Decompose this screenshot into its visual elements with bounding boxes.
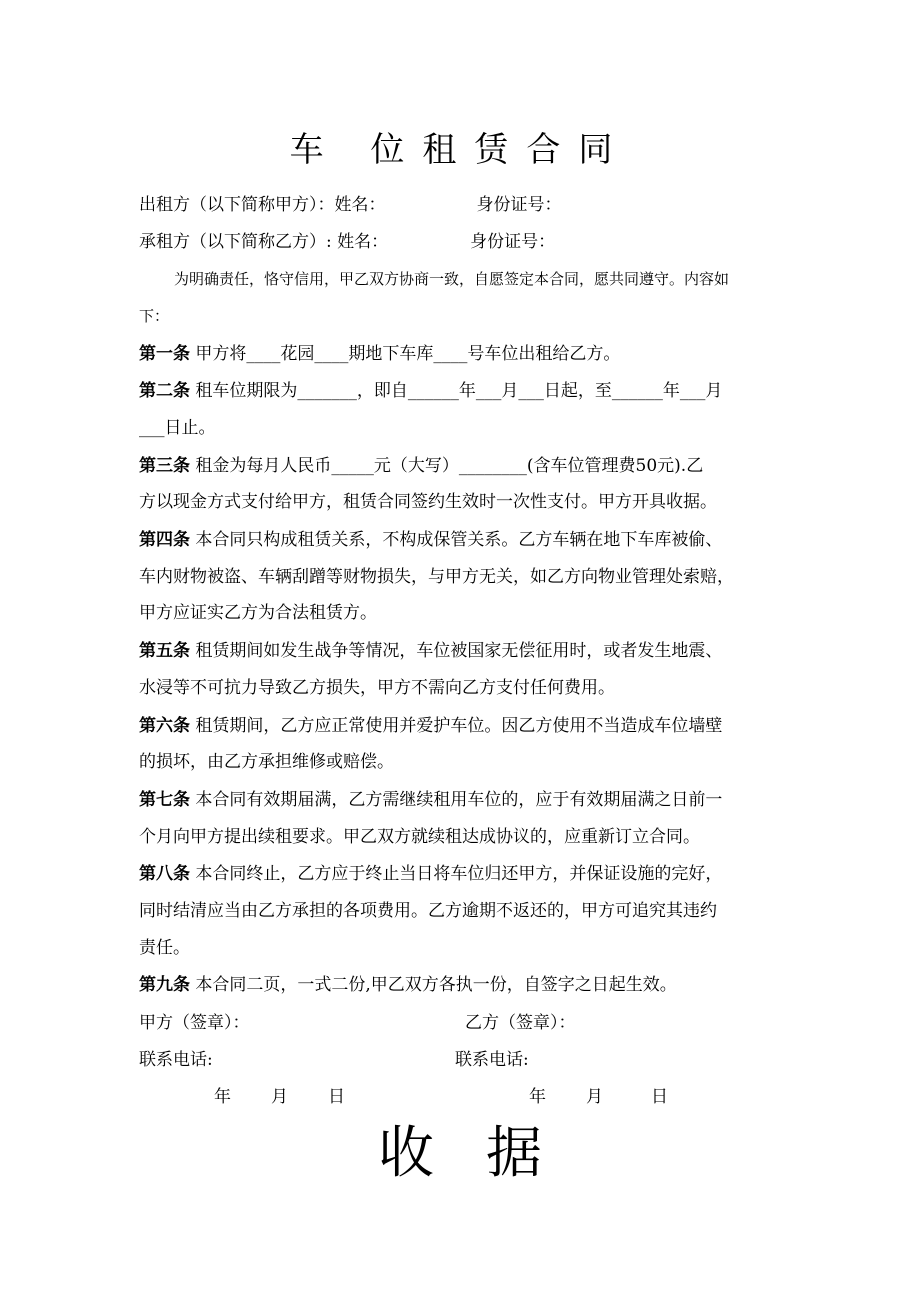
article-heading: 第五条 [139,641,190,661]
article-5-cont: 水浸等不可抗力导致乙方损失，甲方不需向乙方支付任何费用。 [139,678,615,698]
article-2-cont: ___日止。 [139,418,216,438]
article-8 [139,863,722,885]
article-6-cont: 的损坏，由乙方承担维修或赔偿。 [139,752,394,772]
article-text: 本合同只构成租赁关系，不构成保管关系。乙方车辆在地下车库被偷、 [195,530,723,550]
party-b-date [529,1086,668,1108]
party-b-phone-label: 联系电话: [455,1050,529,1070]
receipt-title [0,1116,920,1192]
article-3-cont: 方以现金方式支付给甲方，租赁合同签约生效时一次性支付。甲方开具收据。 [139,492,717,512]
article-text: 租赁期间，乙方应正常使用并爱护车位。因乙方使用不当造成车位墙壁 [195,716,723,736]
article-text: 租车位期限为_______，即自______年___月___日起，至______年___月 [195,381,723,401]
party-a-phone-label: 联系电话: [139,1050,213,1070]
lessor-label: 出租方（以下简称甲方）：姓名： [139,195,386,215]
article-7-cont: 个月向甲方提出续租要求。甲乙双方就续租达成协议的，应重新订立合同。 [139,827,700,847]
article-8-cont-2: 责任。 [139,938,190,958]
article-heading: 第九条 [139,975,190,995]
article-8-cont-1: 同时结清应当由乙方承担的各项费用。乙方逾期不返还的，甲方可追究其违约 [139,901,717,921]
lessor-id-label: 身份证号： [476,195,562,215]
party-b-signature-label: 乙方（签章）： [465,1013,576,1033]
date-year: 年 [529,1087,546,1107]
date-day: 日 [651,1087,668,1107]
article-text: 本合同终止，乙方应于终止当日将车位归还甲方，并保证设施的完好， [195,864,723,884]
article-9 [139,974,677,996]
date-month: 月 [586,1087,603,1107]
article-4-cont-1: 车内财物被盗、车辆刮蹭等财物损失，与甲方无关，如乙方向物业管理处索赔， [139,567,734,587]
article-6 [139,715,722,737]
receipt-char-1: 收 [378,1121,434,1186]
article-text: 本合同二页，一式二份,甲乙双方各执一份，自签字之日起生效。 [195,975,677,995]
article-heading: 第三条 [139,456,190,476]
date-year: 年 [214,1087,231,1107]
party-a-signature-label: 甲方（签章）： [139,1013,250,1033]
date-day: 日 [328,1087,345,1107]
article-text: 租赁期间如发生战争等情况，车位被国家无偿征用时，或者发生地震、 [195,641,723,661]
article-text: 甲方将____花园____期地下车库____号车位出租给乙方。 [195,344,621,364]
article-heading: 第六条 [139,716,190,736]
lessee-label: 承租方（以下简称乙方）: 姓名： [139,232,389,252]
article-7 [139,789,722,811]
lessor-line [139,194,562,216]
article-text: 租金为每月人民币_____元（大写）________(含车位管理费50元).乙 [195,456,704,476]
article-4-cont-2: 甲方应证实乙方为合法租赁方。 [139,603,377,623]
article-heading: 第一条 [139,344,190,364]
article-text: 本合同有效期届满，乙方需继续租用车位的，应于有效期届满之日前一 [195,790,723,810]
article-heading: 第二条 [139,381,190,401]
article-3 [139,455,703,477]
article-heading: 第八条 [139,864,190,884]
article-heading: 第七条 [139,790,190,810]
article-2 [139,380,722,402]
receipt-char-2: 据 [486,1121,542,1186]
intro-line-1: 为明确责任，恪守信用，甲乙双方协商一致，自愿签定本合同，愿共同遵守。内容如 [174,270,730,288]
intro-line-2: 下： [139,307,170,325]
party-a-date [214,1086,345,1108]
article-4 [139,529,722,551]
article-1 [139,343,620,365]
lessee-line [139,231,555,253]
lessee-id-label: 身份证号： [470,232,556,252]
page-title: 车 位租赁合同 [289,130,631,170]
date-month: 月 [271,1087,288,1107]
article-heading: 第四条 [139,530,190,550]
article-5 [139,640,722,662]
